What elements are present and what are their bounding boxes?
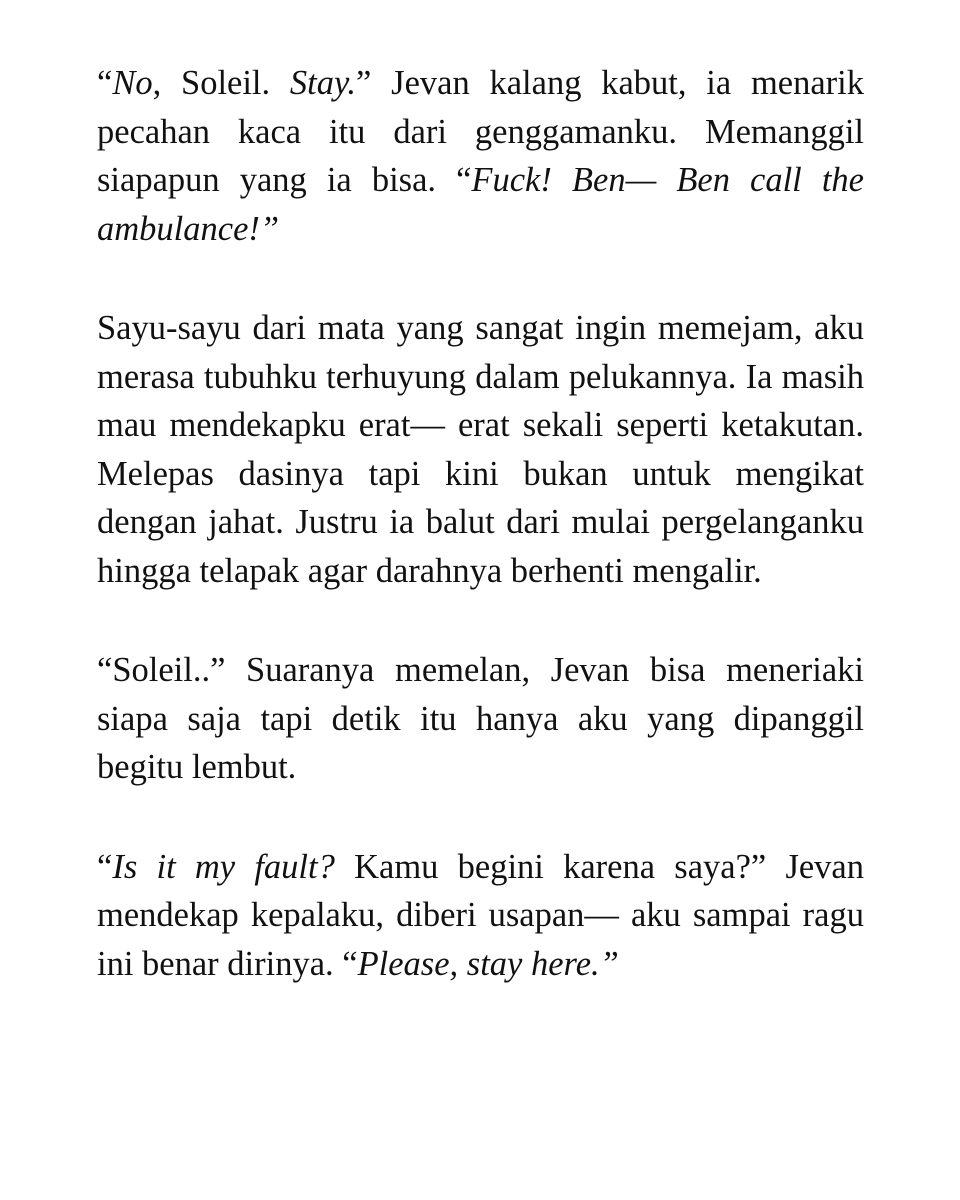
text-segment: “ [97,64,113,102]
italic-text-segment: Fuck! Ben— Ben call the ambulance!” [97,161,864,248]
paragraph-4 [97,843,864,989]
text-segment: Kamu begini karena saya?” Jevan mendekap kepalaku, diberi usapan— aku sampai ragu ini benar dirinya. “ [97,847,864,983]
text-segment: “Soleil..” Suaranya memelan, Jevan bisa meneriaki siapa saja tapi detik itu hanya aku yang dipanggil begitu lembut. [97,651,864,786]
italic-text-segment: No [112,64,153,102]
paragraph-1 [97,59,864,253]
italic-text-segment: Is it my fault? [112,847,335,886]
italic-text-segment: Stay. [289,64,357,102]
paragraph-3 [97,646,864,792]
paragraph-2 [97,304,864,595]
text-segment: Sayu-sayu dari mata yang sangat ingin memejam, aku merasa tubuhku terhuyung dalam pelukannya. Ia masih mau mendekapku erat— erat sekali seperti ketakutan. Melepas dasinya tapi kini bukan untuk mengikat dengan jahat. Justru ia balut dari mulai pergelanganku hingga telapak agar darahnya berhenti mengalir. [97,309,864,590]
text-segment: , Soleil. [152,64,290,102]
italic-text-segment: Please, stay here.” [357,944,619,983]
text-segment: “ [97,847,113,886]
text-segment: ” Jevan kalang kabut, ia menarik pecahan kaca itu dari genggamanku. Memanggil siapapun yang ia bisa. “ [97,64,864,199]
